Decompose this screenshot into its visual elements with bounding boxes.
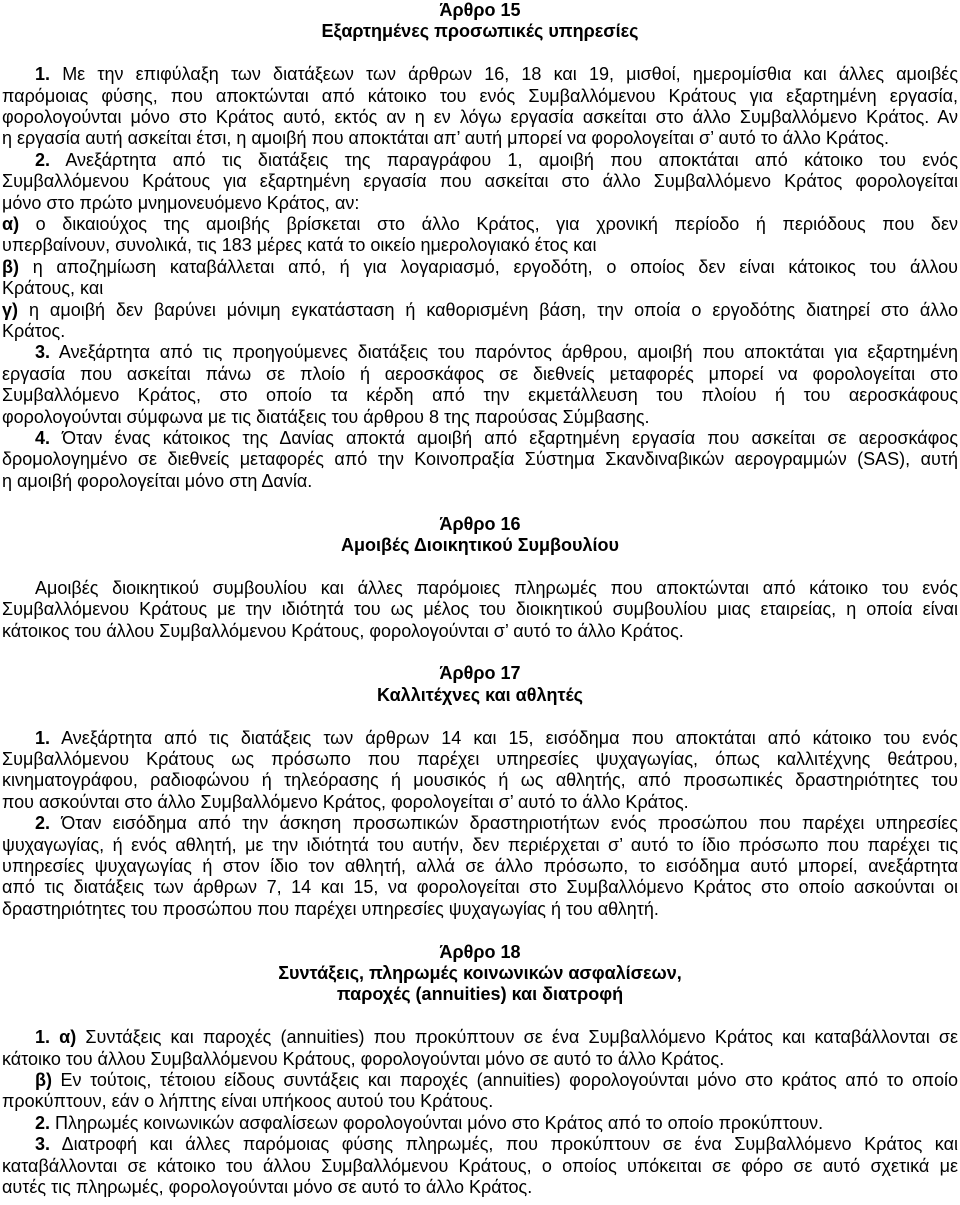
text-line: Κράτους, και: [2, 278, 104, 299]
paragraph-number: 2.: [35, 813, 51, 834]
paragraph-number: β): [2, 256, 19, 277]
text-line: κάτοικος του άλλου Συμβαλλόμενου Κράτους, φορολογούνται σ’ αυτό το άλλο Κράτος.: [2, 620, 684, 641]
blank-line: [2, 1006, 958, 1027]
article-number: Άρθρο 16: [439, 513, 521, 534]
paragraph: [2, 214, 958, 257]
text-line: [2, 64, 958, 85]
text-line: Συμβαλλόμενου Κράτους ως πρόσωπο που παρέχει υπηρεσίες ψυχαγωγίας, όπως καλλιτέχνης θεάτρου,: [2, 749, 958, 770]
article-title: Συντάξεις, πληρωμές κοινωνικών ασφαλίσεων,: [278, 963, 682, 984]
text-line: φορολογούνται μόνο στο Κράτος αυτό, εκτός αν η εν λόγω εργασία ασκείται στο άλλο Συμβαλλόμενο Κράτος. Αν: [2, 106, 958, 127]
text-line: δραστηριότητες του προσώπου που παρέχει υπηρεσίες ψυχαγωγίας ή του αθλητή.: [2, 898, 659, 919]
article-title: Καλλιτέχνες και αθλητές: [377, 684, 583, 705]
paragraph-number: 2.: [35, 1112, 51, 1133]
text-line: [2, 1070, 958, 1091]
line-text: Όταν ένας κάτοικος της Δανίας αποκτά αμοιβή από εξαρτημένη εργασία που ασκείται σε αεροσκάφος: [62, 428, 958, 449]
text-line: [2, 150, 958, 171]
paragraph-number: 1. α): [35, 1027, 77, 1048]
blank-line: [2, 642, 958, 663]
blank-line: [2, 556, 958, 577]
blank-line: [2, 920, 958, 941]
line-text: η αμοιβή δεν βαρύνει μόνιμη εγκατάσταση ή καθορισμένη βάση, την οποία ο εργοδότης διατηρεί στο άλλο: [28, 299, 958, 320]
text-line: αυτές τις πληρωμές, φορολογούνται μόνο σε αυτό το άλλο Κράτος.: [2, 1177, 533, 1198]
text-line: προκύπτουν, εάν ο λήπτης είναι υπήκοος αυτού του Κράτους.: [2, 1091, 494, 1112]
article-15: [2, 0, 958, 492]
blank-line: [2, 492, 958, 513]
line-text: Διατροφή και άλλες παρόμοιας φύσης πληρωμές, που προκύπτουν σε ένα Συμβαλλόμενο Κράτος και: [61, 1134, 958, 1155]
line-text: η αποζημίωση καταβάλλεται από, ή για λογαριασμό, εργοδότη, ο οποίος δεν είναι κάτοικος του άλλου: [32, 256, 958, 277]
paragraph: [2, 150, 958, 214]
text-line: δρομολογημένο σε διεθνείς μεταφορές από την Κοινοπραξία Σύστημα Σκανδιναβικών αερογραμμών (SAS), αυτή: [2, 449, 958, 470]
text-line: ψυχαγωγίας, ή ενός αθλητή, με την ιδιότητά του αυτήν, δεν περιέρχεται σ’ αυτό το ίδιο πρόσωπο που παρέχει τις: [2, 834, 958, 855]
text-line: Συμβαλλόμενο Κράτος, στο οποίο τα κέρδη από την εκμετάλλευση του πλοίου ή του αεροσκάφους: [2, 385, 958, 406]
text-line: [2, 1113, 958, 1134]
text-line: καταβάλλονται σε κάτοικο του άλλου Συμβαλλόμενου Κράτους, ο οποίος υπόκειται σε φόρο σε αυτό σχετικά με: [2, 1155, 958, 1176]
paragraph-number: β): [35, 1070, 52, 1091]
line-text: ο δικαιούχος της αμοιβής βρίσκεται στο άλλο Κράτος, για χρονική περίοδο ή περιόδους που δεν: [35, 214, 958, 235]
paragraph: [2, 300, 958, 343]
text-line: η αμοιβή φορολογείται μόνο στη Δανία.: [2, 470, 313, 491]
text-line: [2, 813, 958, 834]
text-line: φορολογούνται σύμφωνα με τις διατάξεις του άρθρου 8 της παρούσας Σύμβασης.: [2, 406, 650, 427]
text-line: [2, 300, 958, 321]
text-line: εργασία που ασκείται πάνω σε πλοίο ή αεροσκάφος σε διεθνείς μεταφορές μπορεί να φορολογείται στο: [2, 363, 958, 384]
text-line: Συμβαλλόμενου Κράτους για εξαρτημένη εργασία που ασκείται στο άλλο Συμβαλλόμενο Κράτος φορολογείται: [2, 171, 958, 192]
paragraph: [2, 1070, 958, 1113]
article-18: [2, 942, 958, 1199]
text-line: Κράτος.: [2, 321, 66, 342]
paragraph: [2, 64, 958, 150]
paragraph: [2, 428, 958, 492]
article-number: Άρθρο 18: [439, 941, 521, 962]
line-text: Με την επιφύλαξη των διατάξεων των άρθρων 16, 18 και 19, μισθοί, ημερομίσθια και άλλες αμοιβές: [62, 64, 958, 85]
text-line: μόνο στο πρώτο μνημονευόμενο Κράτος, αν:: [2, 192, 360, 213]
line-text: Ανεξάρτητα από τις προηγούμενες διατάξεις του παρόντος άρθρου, αμοιβή που αποκτάται για εξαρτημένη: [58, 342, 958, 363]
text-line: [2, 214, 958, 235]
article-number: Άρθρο 17: [439, 663, 521, 684]
text-line: από τις διατάξεις των άρθρων 7, 14 και 15, να φορολογείται στο Συμβαλλόμενο Κράτος στο οποίο ασκούνται οι: [2, 877, 958, 898]
article-16: [2, 514, 958, 642]
article-title: παροχές (annuities) και διατροφή: [336, 984, 624, 1005]
text-line: [2, 1134, 958, 1155]
text-line: υπερβαίνουν, συνολικά, τις 183 μέρες κατά το οικείο ημερολογιακό έτος και: [2, 235, 597, 256]
text-line: Αμοιβές διοικητικού συμβουλίου και άλλες παρόμοιες πληρωμές που αποκτώνται από κάτοικο του ενός: [35, 577, 958, 598]
line-text: Συντάξεις και παροχές (annuities) που προκύπτουν σε ένα Συμβαλλόμενο Κράτος και καταβάλλονται σε: [85, 1027, 958, 1048]
line-text: Ανεξάρτητα από τις διατάξεις της παραγράφου 1, αμοιβή που αποκτάται από κάτοικο του ενός: [65, 149, 958, 170]
text-line: κινηματογράφου, ραδιοφώνου ή τηλεόρασης ή μουσικός ή ως αθλητής, από προσωπικές δραστηριότητες του: [2, 770, 958, 791]
article-title: Εξαρτημένες προσωπικές υπηρεσίες: [321, 21, 639, 42]
paragraph: [2, 1113, 958, 1134]
blank-line: [2, 43, 958, 64]
paragraph: [2, 1134, 958, 1198]
paragraph: [2, 257, 958, 300]
paragraph: [2, 1027, 958, 1070]
paragraph-number: 3.: [35, 342, 51, 363]
text-line: που ασκούνται στο άλλο Συμβαλλόμενο Κράτος, φορολογείται σ’ αυτό το άλλο Κράτος.: [2, 791, 689, 812]
text-line: [2, 1027, 958, 1048]
article-title: Αμοιβές Διοικητικού Συμβουλίου: [341, 535, 619, 556]
text-line: κάτοικο του άλλου Συμβαλλόμενου Κράτους, φορολογούνται μόνο σε αυτό το άλλο Κράτος.: [2, 1048, 725, 1069]
text-line: υπηρεσίες ψυχαγωγίας ή στον ίδιο τον αθλητή, αλλά σε άλλο πρόσωπο, το εισόδημα αυτό μπορεί, ανεξάρτητα: [2, 856, 958, 877]
paragraph-number: α): [2, 214, 20, 235]
line-text: Πληρωμές κοινωνικών ασφαλίσεων φορολογούνται μόνο στο Κράτος από το οποίο προκύπτουν.: [55, 1112, 824, 1133]
text-line: [2, 257, 958, 278]
line-text: Όταν εισόδημα από την άσκηση προσωπικών δραστηριοτήτων ενός προσώπου που παρέχει υπηρεσίες: [61, 813, 958, 834]
text-line: [2, 428, 958, 449]
paragraph: [2, 728, 958, 814]
paragraph-number: 1.: [35, 64, 51, 85]
text-line: παρόμοιας φύσης, που αποκτώνται από κάτοικο του ενός Συμβαλλόμενου Κράτους για εξαρτημένη εργασία,: [2, 85, 958, 106]
paragraph: [2, 578, 958, 642]
paragraph-number: γ): [2, 299, 19, 320]
text-line: [2, 728, 958, 749]
paragraph-number: 3.: [35, 1134, 51, 1155]
text-line: [2, 342, 958, 363]
paragraph-number: 2.: [35, 149, 51, 170]
paragraph: [2, 342, 958, 428]
article-number: Άρθρο 15: [439, 0, 521, 20]
line-text: Εν τούτοις, τέτοιου είδους συντάξεις και παροχές (annuities) φορολογούνται μόνο στο κράτος από το οποίο: [60, 1070, 958, 1091]
article-17: [2, 663, 958, 920]
text-line: η εργασία αυτή ασκείται έτσι, η αμοιβή που αποκτάται απ’ αυτή μπορεί να φορολογείται σ’ αυτό το άλλο Κράτος.: [2, 128, 890, 149]
paragraph-number: 1.: [35, 727, 51, 748]
text-line: Συμβαλλόμενου Κράτους με την ιδιότητά του ως μέλος του διοικητικού συμβουλίου μιας εταιρείας, η οποία είναι: [2, 599, 958, 620]
blank-line: [2, 706, 958, 727]
paragraph: [2, 813, 958, 920]
paragraph-number: 4.: [35, 428, 51, 449]
line-text: Ανεξάρτητα από τις διατάξεις των άρθρων 14 και 15, εισόδημα που αποκτάται από κάτοικο του ενός: [61, 727, 958, 748]
